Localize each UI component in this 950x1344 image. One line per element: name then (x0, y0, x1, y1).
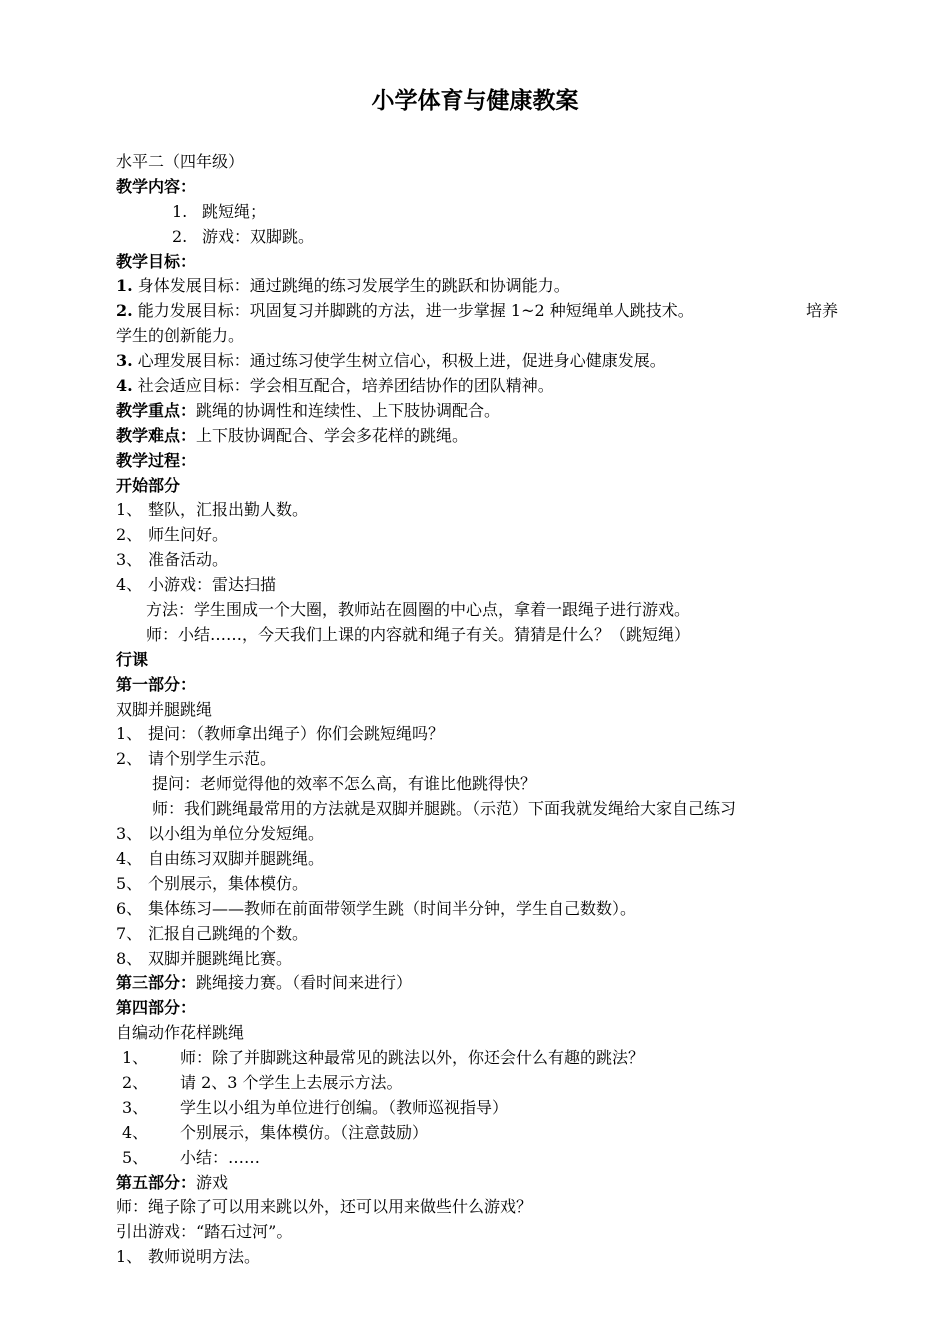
list-item (116, 1121, 838, 1146)
item-number: 5、 (116, 873, 143, 893)
difficulty-text: 上下肢协调配合、学会多花样的跳绳。 (196, 425, 469, 445)
part5-text: 游戏 (196, 1172, 229, 1192)
key-label: 教学重点： (116, 400, 197, 420)
process-heading: 教学过程： (116, 450, 197, 470)
item-text: 提问：（教师拿出绳子）你们会跳短绳吗？ (148, 724, 445, 744)
content-item (116, 225, 838, 250)
item-number: 2、 (116, 749, 143, 769)
list-item (116, 722, 838, 747)
part3-text: 跳绳接力赛。（看时间来进行） (196, 973, 413, 993)
item-number: 2、 (122, 1072, 149, 1092)
item-text: 自由练习双脚并腿跳绳。 (148, 848, 325, 868)
list-item (116, 872, 838, 897)
content-heading: 教学内容： (116, 176, 197, 196)
item-number: 2. (172, 226, 188, 246)
item-text: 集体练习——教师在前面带领学生跳（时间半分钟，学生自己数数）。 (148, 898, 637, 918)
goals-heading: 教学目标： (116, 251, 197, 271)
item-number: 4、 (116, 575, 143, 595)
goal-continuation: 学生的创新能力。 (116, 326, 245, 346)
item-number: 4、 (116, 848, 143, 868)
part3-line (116, 971, 838, 996)
item-number: 4、 (122, 1122, 149, 1142)
item-text: 个别展示，集体模仿。（注意鼓励） (180, 1122, 429, 1142)
part5-line (116, 1171, 838, 1196)
goal-text: 身体发展目标：通过跳绳的练习发展学生的跳跃和协调能力。 (137, 276, 570, 296)
start-heading: 开始部分 (116, 475, 181, 495)
item-text: 教师说明方法。 (148, 1247, 261, 1267)
part4-subtitle: 自编动作花样跳绳 (116, 1023, 245, 1043)
part1-question: 提问：老师觉得他的效率不怎么高，有谁比他跳得快？ (152, 774, 537, 794)
goal-number: 2. (116, 301, 133, 321)
part1-subtitle: 双脚并腿跳绳 (116, 699, 213, 719)
list-item (116, 1096, 838, 1121)
goal-text-tail: 培养 (805, 301, 838, 321)
goal-text: 能力发展目标：巩固复习并脚跳的方法，进一步掌握 1~2 种短绳单人跳技术。 (137, 301, 694, 321)
xingke-heading: 行课 (116, 649, 149, 669)
list-item (116, 1046, 838, 1071)
list-item (116, 897, 838, 922)
goal-item (116, 349, 838, 374)
goal-number: 3. (116, 351, 133, 371)
item-text: 师生问好。 (148, 525, 229, 545)
item-number: 1、 (122, 1048, 149, 1068)
item-text: 学生以小组为单位进行创编。（教师巡视指导） (180, 1097, 509, 1117)
list-item (116, 498, 838, 523)
part4-heading: 第四部分： (116, 998, 197, 1018)
goal-number: 4. (116, 376, 133, 396)
start-method: 方法：学生围成一个大圈，教师站在圆圈的中心点，拿着一跟绳子进行游戏。 (146, 600, 691, 620)
part1-teacher: 师：我们跳绳最常用的方法就是双脚并腿跳。（示范）下面我就发绳给大家自己练习 (152, 799, 737, 819)
item-text: 汇报自己跳绳的个数。 (148, 923, 309, 943)
item-number: 1、 (116, 724, 143, 744)
goal-number: 1. (116, 276, 133, 296)
start-summary: 师：小结……，今天我们上课的内容就和绳子有关。猜猜是什么？（跳短绳） (146, 624, 691, 644)
item-text: 小结：…… (180, 1147, 261, 1167)
difficulty-point (116, 424, 838, 449)
key-point (116, 399, 838, 424)
list-item (116, 947, 838, 972)
goal-item (116, 374, 838, 399)
item-text: 跳短绳； (202, 201, 267, 221)
item-number: 7、 (116, 923, 143, 943)
part5-question: 师：绳子除了可以用来跳以外，还可以用来做些什么游戏？ (116, 1197, 533, 1217)
item-number: 1、 (116, 1247, 143, 1267)
item-text: 整队，汇报出勤人数。 (148, 500, 309, 520)
page-title: 小学体育与健康教案 (371, 87, 579, 114)
part3-label: 第三部分： (116, 973, 197, 993)
document-body (116, 150, 838, 1270)
item-number: 1. (172, 201, 188, 221)
item-text: 请 2、3 个学生上去展示方法。 (180, 1072, 403, 1092)
list-item (116, 822, 838, 847)
item-text: 以小组为单位分发短绳。 (148, 824, 325, 844)
content-item (116, 200, 838, 225)
difficulty-label: 教学难点： (116, 425, 197, 445)
part1-heading: 第一部分： (116, 674, 197, 694)
item-text: 师：除了并脚跳这种最常见的跳法以外，你还会什么有趣的跳法？ (180, 1048, 645, 1068)
item-number: 5、 (122, 1147, 149, 1167)
list-item (116, 1071, 838, 1096)
list-item (116, 573, 838, 598)
item-number: 2、 (116, 525, 143, 545)
list-item (116, 847, 838, 872)
grade-level: 水平二（四年级） (116, 152, 245, 171)
item-text: 个别展示，集体模仿。 (148, 873, 309, 893)
list-item (116, 1146, 838, 1171)
part5-game: 引出游戏：“踏石过河”。 (116, 1222, 293, 1242)
item-number: 3、 (116, 550, 143, 570)
item-number: 1、 (116, 500, 143, 520)
goal-item (116, 299, 838, 324)
goal-text: 心理发展目标：通过练习使学生树立信心，积极上进，促进身心健康发展。 (137, 351, 666, 371)
goal-item (116, 274, 838, 299)
item-text: 双脚并腿跳绳比赛。 (148, 948, 293, 968)
item-number: 6、 (116, 898, 143, 918)
item-text: 小游戏：雷达扫描 (148, 575, 277, 595)
item-text: 准备活动。 (148, 550, 229, 570)
item-text: 请个别学生示范。 (148, 749, 277, 769)
list-item (116, 922, 838, 947)
item-number: 3、 (116, 824, 143, 844)
key-text: 跳绳的协调性和连续性、上下肢协调配合。 (196, 400, 501, 420)
list-item (116, 548, 838, 573)
list-item (116, 747, 838, 772)
item-number: 8、 (116, 948, 143, 968)
list-item (116, 1245, 838, 1270)
item-number: 3、 (122, 1097, 149, 1117)
part5-label: 第五部分： (116, 1172, 197, 1192)
list-item (116, 523, 838, 548)
goal-text: 社会适应目标：学会相互配合，培养团结协作的团队精神。 (137, 376, 554, 396)
item-text: 游戏：双脚跳。 (202, 226, 315, 246)
